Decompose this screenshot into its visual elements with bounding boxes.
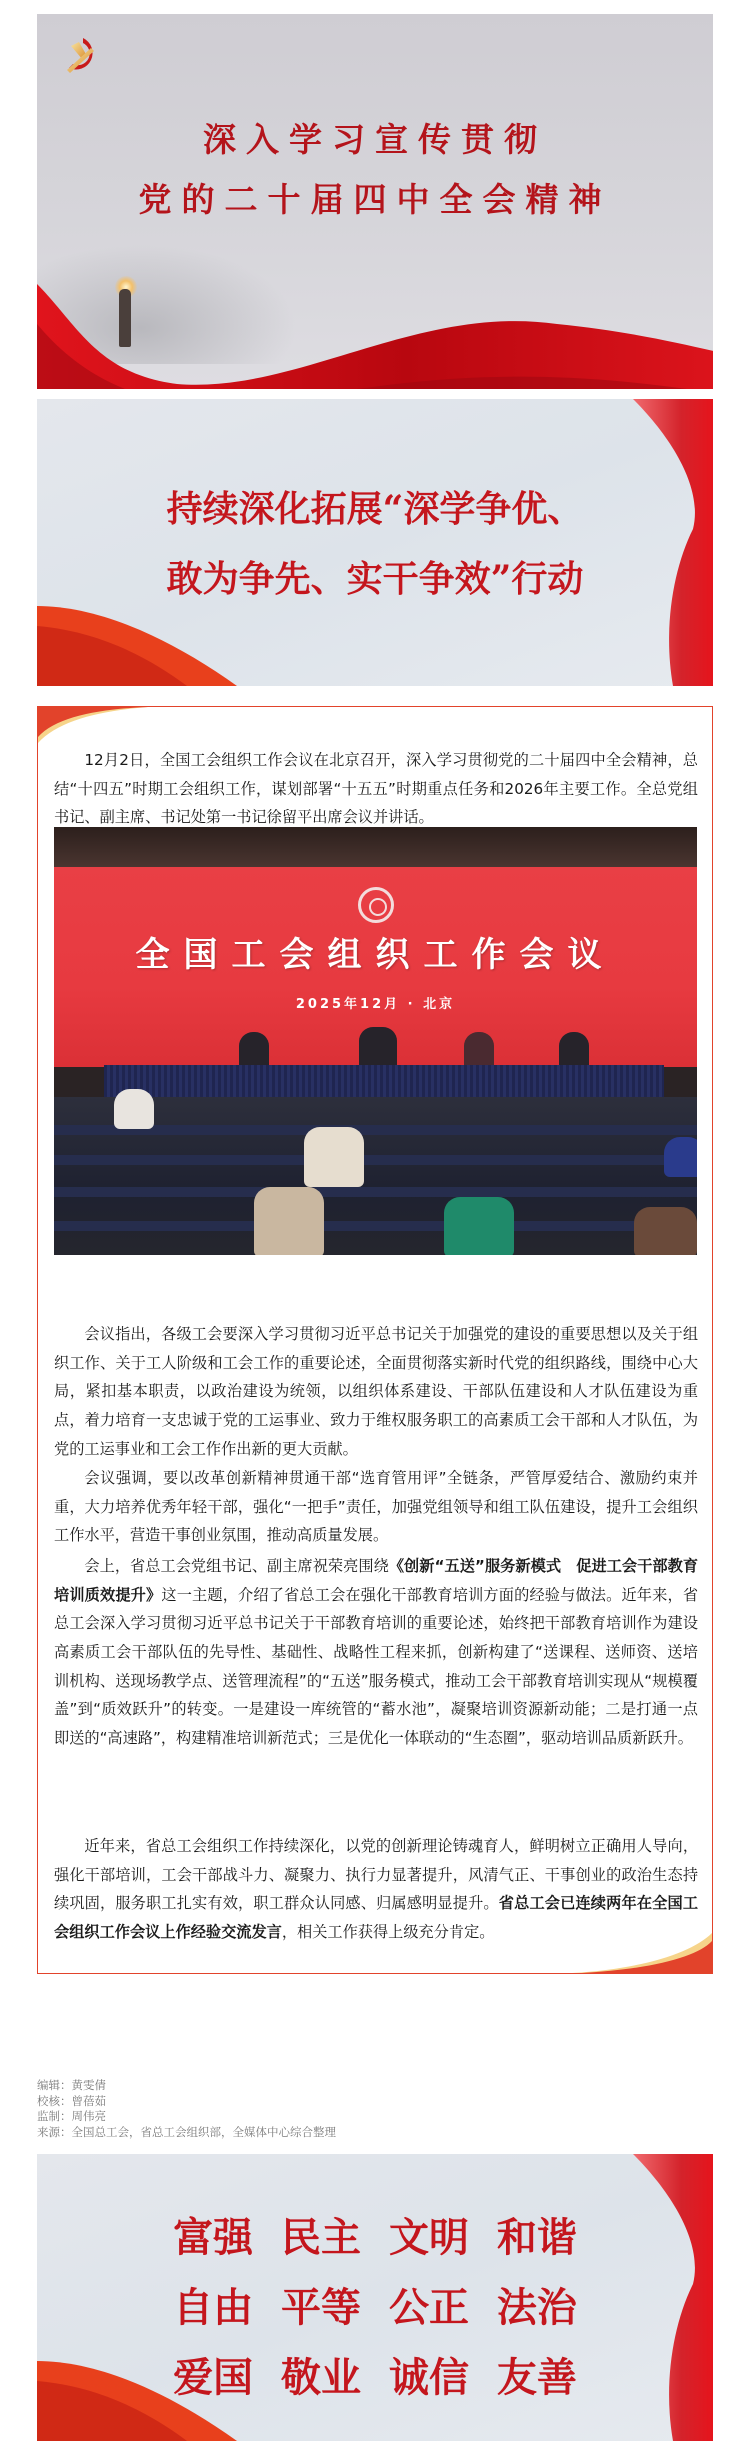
credits-block [37, 2078, 336, 2140]
text-run: ，相关工作获得上级充分肯定。 [281, 1922, 495, 1941]
red-ribbon-left-decoration [37, 606, 237, 686]
paragraph-provincial-exchange [54, 1552, 698, 1752]
article-box [37, 706, 713, 1974]
attendee [664, 1137, 697, 1177]
campaign-title-line-1: 持续深化拓展“深学争优、 [166, 488, 584, 530]
paragraph-achievements [54, 1832, 698, 1946]
presidium-member [359, 1027, 397, 1069]
credit-editor: 编辑：黄雯倩 [37, 2078, 106, 2092]
corner-swoosh-top-left [38, 707, 148, 747]
attendee [254, 1187, 324, 1255]
text-run: 会上，省总工会党组书记、副主席祝荣亮围绕 [84, 1557, 389, 1576]
red-ribbon-right-decoration [603, 399, 713, 686]
text-run: 这一主题，介绍了省总工会在强化干部教育培训方面的经验与做法。近年来，省总工会深入学习贯彻习近平总书记关于干部教育培训的重要论述，始终把干部教育培训作为建设高素质工会干部队伍的先导性、基础性、战略性工程来抓，创新构建了“送课程、送师资、送培训机构、送现场教学点、送管理流程”的“五送”服务模式，推动工会干部教育培训实现从“规模覆盖”到“质效跃升”的转变。一是建设一库统管的“蓄水池”，凝聚培训资源新动能；二是打通一点即送的“高速路”，构建精准培训新范式；三是优化一体联动的“生态圈”，驱动培训品质新跃升。 [54, 1585, 699, 1747]
credit-source: 来源：全国总工会，省总工会组织部，全媒体中心综合整理 [37, 2124, 336, 2139]
audience-table [54, 1221, 697, 1231]
red-ribbon-decoration [37, 264, 713, 389]
attendee [634, 1207, 697, 1255]
paragraph-meeting-emphasis: 会议强调，要以改革创新精神贯通干部“选育管用评”全链条，严管厚爱结合、激励约束并重，大力培养优秀年轻干部，强化“一把手”责任，加强党组领导和组工队伍建设，提升工会组织工作水平，营造干事创业氛围，推动高质量发展。 [54, 1469, 698, 1545]
attendee [304, 1127, 364, 1187]
party-emblem-icon [61, 34, 105, 78]
core-values-row-2: 自由 平等 公正 法治 [173, 2284, 577, 2331]
photo-backdrop-date: 2025年12月 · 北京 [295, 997, 456, 1012]
bold-report-title: 《创新“五送”服务新模式 促进工会干部教育培训质效提升》 [54, 1557, 699, 1604]
banner-party-theme [37, 14, 713, 389]
campaign-title-line-2: 敢为争先、实干争效”行动 [166, 558, 584, 600]
paragraph-meeting-points: 会议指出，各级工会要深入学习贯彻习近平总书记关于加强党的建设的重要思想以及关于组织工作、关于工人阶级和工会工作的重要论述，全面贯彻落实新时代党的组织路线，围绕中心大局，紧扣基本职责，以政治建设为统领，以组织体系建设、干部队伍建设和人才队伍建设为重点，着力培育一支忠诚于党的工运事业、致力于维权服务职工的高素质工会干部和人才队伍，为党的工运事业和工会工作作出新的更大贡献。 [54, 1325, 698, 1458]
core-values-row-3: 爱国 敬业 诚信 友善 [173, 2354, 577, 2401]
text-run: 近年来，省总工会组织工作持续深化，以党的创新理论铸魂育人，鲜明树立正确用人导向，强化干部培训，工会干部战斗力、凝聚力、执行力显著提升，风清气正、干事创业的政治生态持续巩固，服务职工扎实有效，职工群众认同感、归属感明显提升。 [54, 1837, 698, 1913]
banner-title-line-2: 党的二十届四中全会精神 [138, 180, 612, 219]
corner-swoosh-bottom-right [572, 1933, 712, 1973]
trade-union-logo-icon [358, 887, 394, 923]
audience-table [54, 1187, 697, 1197]
photo-ceiling [54, 827, 697, 867]
banner-core-values [37, 2154, 713, 2441]
banner-campaign [37, 399, 713, 686]
attendee [114, 1089, 154, 1129]
banner-title-line-1: 深入学习宣传贯彻 [203, 120, 547, 159]
paragraph-intro: 12月2日，全国工会组织工作会议在北京召开，深入学习贯彻党的二十届四中全会精神，总结“十四五”时期工会组织工作，谋划部署“十五五”时期重点任务和2026年主要工作。全总党组书记、副主席、书记处第一书记徐留平出席会议并讲话。 [54, 751, 698, 827]
core-values-row-1: 富强 民主 文明 和谐 [173, 2214, 577, 2261]
bold-highlight: 省总工会已连续两年在全国工会组织工作会议上作经验交流发言 [54, 1894, 699, 1941]
attendee [444, 1197, 514, 1255]
photo-backdrop-title: 全国工会组织工作会议 [135, 935, 616, 975]
audience-area [54, 1097, 697, 1255]
credit-supervisor: 监制：周伟亮 [37, 2109, 106, 2123]
meeting-photo [54, 827, 697, 1255]
audience-table [54, 1155, 697, 1165]
credit-reviewer: 校核：曾蓓茹 [37, 2093, 106, 2108]
